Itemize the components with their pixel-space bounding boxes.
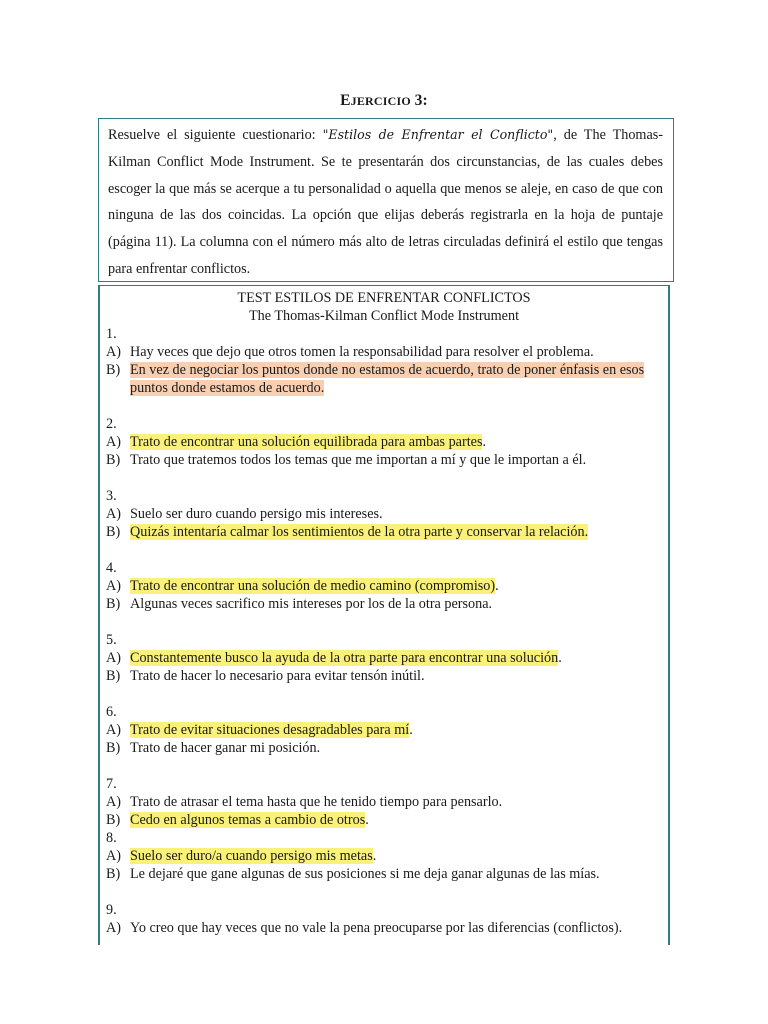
option-label: A) bbox=[106, 650, 121, 666]
option-trail: . bbox=[409, 722, 413, 738]
option-trail: . bbox=[558, 650, 562, 666]
question-number: 7. bbox=[106, 776, 117, 792]
question-item bbox=[106, 829, 668, 883]
option-trail: . bbox=[482, 434, 487, 450]
question-number: 4. bbox=[106, 560, 117, 576]
question-number: 8. bbox=[106, 830, 117, 846]
option-b[interactable] bbox=[106, 739, 668, 757]
option-text-highlighted: Cedo en algunos temas a cambio de otros bbox=[130, 812, 366, 828]
option-text: Trato de hacer lo necesario para evitar tensón inútil. bbox=[130, 668, 425, 684]
option-text-highlighted: Constantemente busco la ayuda de la otra parte para encontrar una solución bbox=[130, 650, 559, 666]
option-label: A) bbox=[106, 794, 121, 810]
option-label: B) bbox=[106, 596, 121, 612]
option-text: Algunas veces sacrifico mis intereses por los de la otra persona. bbox=[130, 596, 493, 612]
question-number: 2. bbox=[106, 416, 117, 432]
option-label: B) bbox=[106, 866, 121, 882]
title-initial: E bbox=[340, 92, 351, 109]
option-b[interactable] bbox=[106, 865, 668, 883]
option-trail: . bbox=[495, 578, 499, 594]
title-number: 3: bbox=[414, 92, 428, 109]
question-number: 6. bbox=[106, 704, 117, 720]
question-item bbox=[106, 559, 668, 613]
instructions-text-start: Resuelve el siguiente cuestionario: bbox=[108, 127, 323, 143]
option-text: Trato que tratemos todos los temas que me importan a mí y que le importan a él. bbox=[130, 452, 587, 468]
option-label: A) bbox=[106, 722, 121, 738]
option-text-highlighted: Trato de encontrar una solución equilibrada para ambas partes bbox=[130, 434, 483, 450]
option-trail: . bbox=[372, 848, 377, 864]
option-label: A) bbox=[106, 578, 121, 594]
option-a[interactable] bbox=[106, 433, 668, 451]
option-a[interactable] bbox=[106, 847, 668, 865]
option-b[interactable] bbox=[106, 595, 668, 613]
option-label: B) bbox=[106, 524, 121, 540]
option-label: B) bbox=[106, 668, 121, 684]
question-number: 9. bbox=[106, 902, 117, 918]
option-text: Trato de hacer ganar mi posición. bbox=[130, 740, 321, 756]
option-a[interactable] bbox=[106, 343, 668, 361]
test-title: TEST ESTILOS DE ENFRENTAR CONFLICTOS bbox=[237, 290, 531, 306]
option-label: A) bbox=[106, 434, 121, 450]
option-text: Yo creo que hay veces que no vale la pena preocuparse por las diferencias (conflictos). bbox=[130, 920, 623, 936]
option-a[interactable] bbox=[106, 505, 668, 523]
option-b[interactable] bbox=[106, 667, 668, 685]
option-text-highlighted: Trato de evitar situaciones desagradables para mí bbox=[130, 722, 410, 738]
option-a[interactable] bbox=[106, 721, 668, 739]
option-text: Le dejaré que gane algunas de sus posiciones si me deja ganar algunas de las mías. bbox=[130, 866, 600, 882]
exercise-title bbox=[0, 92, 768, 110]
instructions-box bbox=[98, 118, 674, 282]
option-b[interactable] bbox=[106, 361, 668, 397]
option-text: Trato de atrasar el tema hasta que he tenido tiempo para pensarlo. bbox=[130, 794, 503, 810]
question-list bbox=[100, 325, 668, 937]
option-label: A) bbox=[106, 848, 121, 864]
test-box bbox=[98, 285, 670, 945]
option-text-highlighted: Quizás intentaría calmar los sentimientos de la otra parte y conservar la relación. bbox=[130, 524, 589, 540]
option-a[interactable] bbox=[106, 577, 668, 595]
question-item bbox=[106, 775, 668, 829]
option-trail: . bbox=[365, 812, 369, 828]
option-a[interactable] bbox=[106, 649, 668, 667]
option-label: B) bbox=[106, 812, 121, 828]
questionnaire-title: "Estilos de Enfrentar el Conflicto" bbox=[322, 127, 554, 142]
option-b[interactable] bbox=[106, 451, 668, 469]
question-item bbox=[106, 703, 668, 757]
option-label: B) bbox=[106, 452, 121, 468]
test-header bbox=[100, 289, 668, 325]
option-text-highlighted: En vez de negociar los puntos donde no estamos de acuerdo, trato de poner énfasis en esos puntos donde estamos de acuerdo. bbox=[130, 362, 645, 396]
question-item bbox=[106, 901, 668, 937]
question-item bbox=[106, 415, 668, 469]
question-item bbox=[106, 325, 668, 397]
option-text-highlighted: Trato de encontrar una solución de medio camino (compromiso) bbox=[130, 578, 496, 594]
test-subtitle: The Thomas-Kilman Conflict Mode Instrument bbox=[248, 308, 520, 324]
title-rest: JERCICIO bbox=[350, 94, 411, 108]
instructions-text-rest: , de The Thomas-Kilman Conflict Mode Instrument. Se te presentarán dos circunstancias, de las cuales debes escoger la que más se acerque a tu personalidad o aquella que menos se aleje, en caso de que con ninguna de las dos coincidas. La opción que elijas deberás registrarla en la hoja de puntaje (página 11). La columna con el número más alto de letras circuladas definirá el estilo que tengas para enfrentar conflictos. bbox=[108, 127, 663, 277]
option-label: B) bbox=[106, 362, 121, 378]
option-label: A) bbox=[106, 920, 121, 936]
option-text: Hay veces que dejo que otros tomen la responsabilidad para resolver el problema. bbox=[130, 344, 594, 360]
question-number: 1. bbox=[106, 326, 117, 342]
option-label: B) bbox=[106, 740, 121, 756]
option-label: A) bbox=[106, 506, 121, 522]
question-item bbox=[106, 631, 668, 685]
option-b[interactable] bbox=[106, 811, 668, 829]
question-number: 5. bbox=[106, 632, 117, 648]
option-a[interactable] bbox=[106, 793, 668, 811]
question-number: 3. bbox=[106, 488, 117, 504]
option-text-highlighted: Suelo ser duro/a cuando persigo mis metas bbox=[130, 848, 373, 864]
option-b[interactable] bbox=[106, 523, 668, 541]
option-label: A) bbox=[106, 344, 121, 360]
question-item bbox=[106, 487, 668, 541]
option-text: Suelo ser duro cuando persigo mis intereses. bbox=[130, 506, 383, 522]
option-a[interactable] bbox=[106, 919, 668, 937]
